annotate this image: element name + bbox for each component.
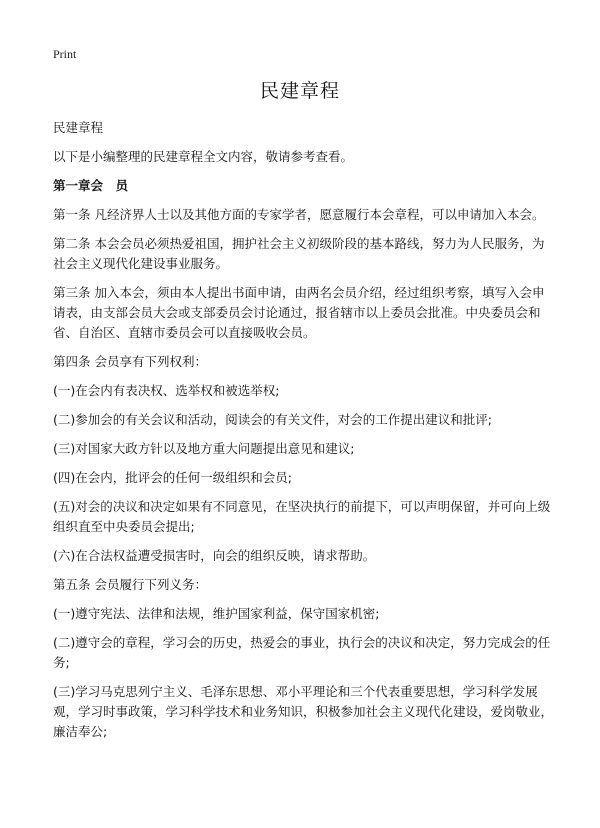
article-paragraph: 第五条 会员履行下列义务： — [53, 577, 207, 592]
list-item-paragraph: (二)遵守会的章程，学习会的历史，热爱会的事业，执行会的决议和决定，努力完成会的任务; — [53, 635, 551, 670]
list-item-paragraph: (一)在会内有表决权、选举权和被选举权; — [53, 383, 280, 398]
article-paragraph: 第一条 凡经济界人士以及其他方面的专家学者，愿意履行本会章程，可以申请加入本会。 — [53, 207, 545, 222]
intro-paragraph: 以下是小编整理的民建章程全文内容，敬请参考查看。 — [53, 149, 354, 164]
list-item-paragraph: (五)对会的决议和决定如果有不同意见，在坚决执行的前提下，可以声明保留，并可向上级组织直至中央委员会提出; — [53, 499, 551, 534]
subtitle-paragraph: 民建章程 — [53, 120, 104, 135]
list-item-paragraph: (三)学习马克思列宁主义、毛泽东思想、邓小平理论和三个代表重要思想，学习科学发展观，学习时事政策，学习科学技术和业务知识，积极参加社会主义现代化建设，爱岗敬业，廉洁奉公; — [53, 684, 554, 739]
print-link[interactable]: Print — [53, 47, 77, 61]
document-title: 民建章程 — [259, 80, 340, 102]
article-paragraph: 第三条 加入本会，须由本人提出书面申请，由两名会员介绍，经过组织考察，填写入会申请表，由支部会员大会或支部委员会讨论通过，报省辖市以上委员会批准。中央委员会和省、自治区、直辖市委员会可以直接吸收会员。 — [53, 285, 545, 340]
list-item-paragraph: (四)在会内，批评会的任何一级组织和会员; — [53, 470, 292, 485]
list-item-paragraph: (六)在合法权益遭受损害时，向会的组织反映，请求帮助。 — [53, 548, 376, 563]
chapter-heading: 第一章会 员 — [53, 178, 129, 193]
document-body — [53, 118, 553, 751]
list-item-paragraph: (二)参加会的有关会议和活动，阅读会的有关文件，对会的工作提出建议和批评; — [53, 412, 492, 427]
list-item-paragraph: (三)对国家大政方针以及地方重大问题提出意见和建议; — [53, 441, 355, 456]
article-paragraph: 第二条 本会会员必须热爱祖国，拥护社会主义初级阶段的基本路线，努力为人民服务，为社会主义现代化建设事业服务。 — [53, 236, 545, 271]
article-paragraph: 第四条 会员享有下列权利： — [53, 354, 207, 369]
list-item-paragraph: (一)遵守宪法、法律和法规，维护国家利益，保守国家机密; — [53, 606, 380, 621]
